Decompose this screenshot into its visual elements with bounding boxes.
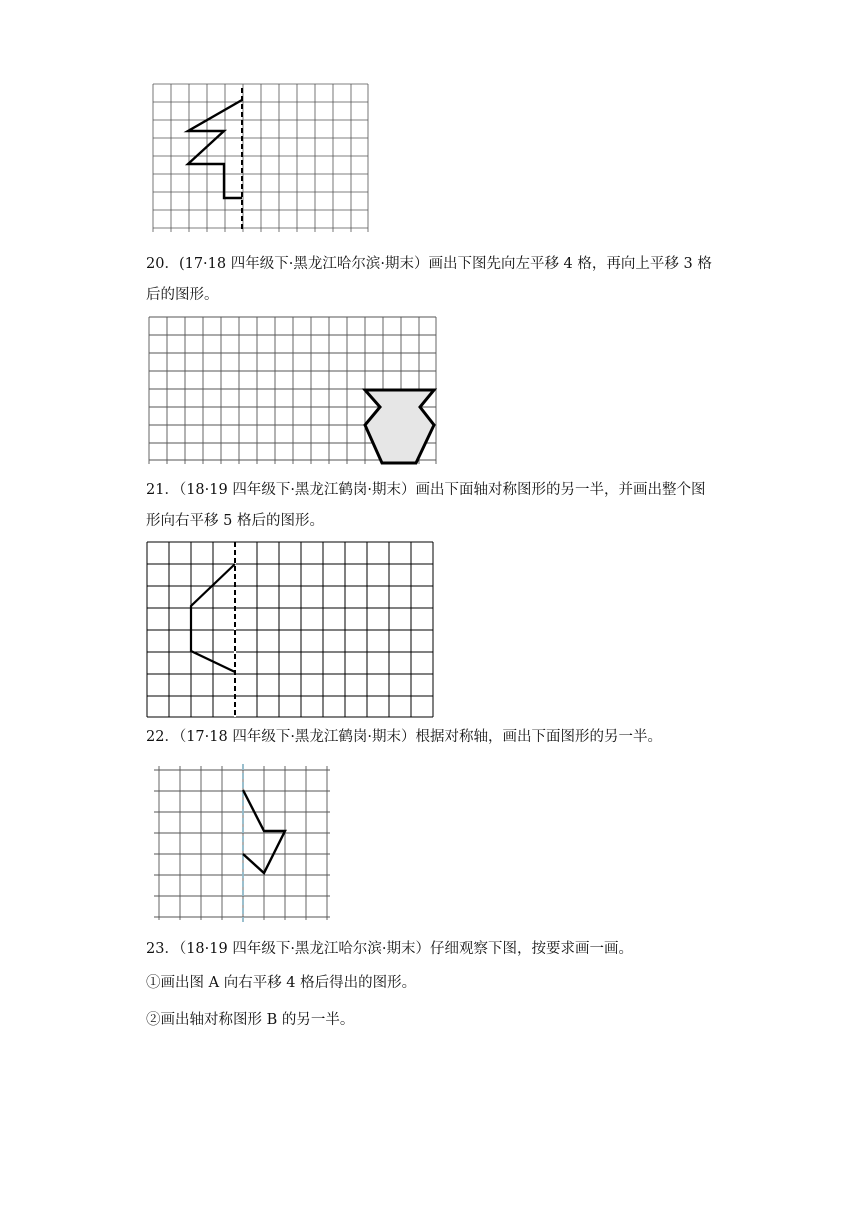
question-21-line2: 形向右平移 5 格后的图形。 bbox=[146, 513, 324, 529]
question-20-line1: 20．(17·18 四年级下·黑龙江哈尔滨·期末）画出下图先向左平移 4 格，再向上平移 3 格 bbox=[146, 256, 712, 272]
question-21-line1: 21．（18·19 四年级下·黑龙江鹤岗·期末）画出下面轴对称图形的另一半，并画出整个图 bbox=[146, 482, 706, 498]
grid-figure-q21 bbox=[146, 541, 436, 719]
grid-figure-q22 bbox=[154, 764, 332, 922]
question-22-line1: 22．（17·18 四年级下·黑龙江鹤岗·期末）根据对称轴，画出下面图形的另一半。 bbox=[146, 729, 663, 745]
question-23-sub1: ①画出图 A 向右平移 4 格后得出的图形。 bbox=[146, 975, 417, 991]
question-23-sub2: ②画出轴对称图形 B 的另一半。 bbox=[146, 1012, 355, 1028]
vase-shape bbox=[365, 390, 434, 463]
grid-figure-q20 bbox=[146, 314, 438, 466]
question-20-line2: 后的图形。 bbox=[146, 287, 219, 303]
half-shape bbox=[188, 100, 242, 198]
question-23-line1: 23．（18·19 四年级下·黑龙江哈尔滨·期末）仔细观察下图，按要求画一画。 bbox=[146, 941, 634, 957]
grid-figure-q19 bbox=[150, 82, 372, 234]
